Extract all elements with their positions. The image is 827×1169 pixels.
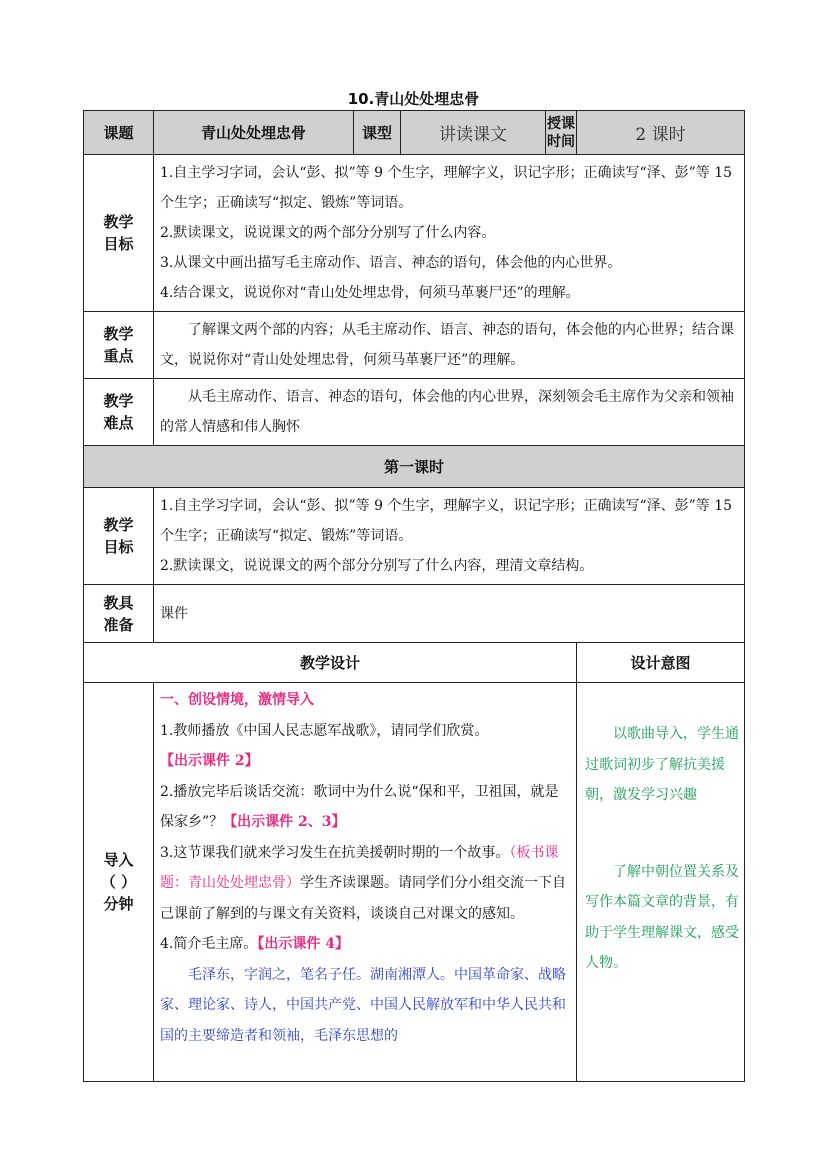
intro-label-line3: 分钟 xyxy=(103,895,134,913)
lesson1-goals-content xyxy=(154,488,745,585)
intro-label xyxy=(84,683,154,1082)
lesson1-goals-row xyxy=(84,488,745,585)
lesson1-goals-label-line1: 教学 xyxy=(103,516,134,534)
intro-step-4 xyxy=(160,929,572,960)
key-points-content xyxy=(154,312,745,379)
hours-label-line1: 授课 xyxy=(547,115,576,132)
intro-intent-1: 以歌曲导入，学生通过歌词初步了解抗美援朝，激发学习兴趣 xyxy=(585,726,740,803)
hours-value: 2 课时 xyxy=(577,111,745,155)
tools-label-line2: 准备 xyxy=(103,615,134,634)
lesson1-goals-label xyxy=(84,488,154,585)
goal-line-2: 2.默读课文，说说课文的两个部分分别写了什么内容。 xyxy=(160,225,496,241)
lesson1-goal-line-2: 2.默读课文，说说课文的两个部分分别写了什么内容，理清文章结构。 xyxy=(160,558,594,574)
intro-step-1-text: 1.教师播放《中国人民志愿军战歌》，请同学们欣赏。 xyxy=(160,722,489,739)
intro-design-content xyxy=(154,683,577,1082)
tools-value: 课件 xyxy=(160,605,188,622)
design-header: 教学设计 xyxy=(84,643,577,683)
difficulties-label-line1: 教学 xyxy=(103,392,134,410)
goals-label-line2: 目标 xyxy=(103,235,134,253)
goal-line-4: 4.结合课文，说说你对“青山处处埋忠骨，何须马革裹尸还”的理解。 xyxy=(160,285,580,301)
tools-content xyxy=(154,585,745,643)
intro-heading: 一、创设情境，激情导入 xyxy=(160,692,314,708)
topic-value: 青山处处埋忠骨 xyxy=(154,111,354,155)
design-header-row xyxy=(84,643,745,683)
tools-label-line1: 教具 xyxy=(103,593,134,612)
type-value: 讲读课文 xyxy=(401,111,546,155)
difficulties-content xyxy=(154,379,745,446)
goals-row xyxy=(84,155,745,312)
tools-row xyxy=(84,585,745,643)
difficulties-label-line2: 难点 xyxy=(103,414,134,432)
goals-content xyxy=(154,155,745,312)
difficulties-label xyxy=(84,379,154,446)
document-title: 10.青山处处埋忠骨 xyxy=(347,90,480,108)
goals-label xyxy=(84,155,154,312)
lesson1-title: 第一课时 xyxy=(84,446,745,488)
lesson1-title-row xyxy=(84,446,745,488)
intro-step-1-tag: 【出示课件 2】 xyxy=(160,753,259,769)
goal-line-1: 1.自主学习字词，会认“彭、拟”等 9 个生字，理解字义，识记字形；正确读写“泽、彭”等 15 个生字；正确读写“拟定、锻炼”等词语。 xyxy=(160,165,733,211)
intent-header: 设计意图 xyxy=(577,643,745,683)
intro-step-2-tag: 【出示课件 2、3】 xyxy=(223,814,346,830)
topic-label: 课题 xyxy=(84,111,154,155)
intro-step-4-text: 4.简介毛主席。 xyxy=(160,936,258,952)
intro-step-1 xyxy=(160,716,572,747)
intro-intent-content xyxy=(577,683,745,1082)
intro-bio: 毛泽东，字润之，笔名子任。湖南湘潭人。中国革命家、战略家、理论家、诗人，中国共产党、中国人民解放军和中华人民共和国的主要缔造者和领袖，毛泽东思想的 xyxy=(160,966,566,1044)
tools-label xyxy=(84,585,154,643)
intro-step-3-text-a: 3.这节课我们就来学习发生在抗美援朝时期的一个故事。 xyxy=(160,844,510,861)
header-row xyxy=(84,111,745,155)
difficulties-row xyxy=(84,379,745,446)
intro-label-line1: 导入 xyxy=(103,851,134,869)
key-points-label-line1: 教学 xyxy=(103,325,134,343)
hours-label-line2: 时间 xyxy=(547,133,576,150)
goals-label-line1: 教学 xyxy=(103,213,134,231)
hours-label xyxy=(546,111,577,155)
lesson-plan-table xyxy=(83,110,745,1082)
intro-row xyxy=(84,683,745,1082)
intro-step-4-tag: 【出示课件 4】 xyxy=(257,936,349,952)
intro-step-3 xyxy=(160,838,572,930)
intent-spacer xyxy=(585,811,740,857)
goal-line-3: 3.从课文中画出描写毛主席动作、语言、神态的语句，体会他的内心世界。 xyxy=(160,255,622,271)
intro-step-3-text-b: 学生齐读课题。请同学们分小组交流一下自己课前了解到的与课文有关资料，谈谈自己对课文的感知。 xyxy=(160,875,566,922)
lesson1-goals-label-line2: 目标 xyxy=(103,538,134,556)
key-points-label xyxy=(84,312,154,379)
intro-step-2-text: 2.播放完毕后谈话交流：歌词中为什么说“保和平，卫祖国，就是保家乡”？ xyxy=(160,783,559,830)
intro-step-2 xyxy=(160,777,572,838)
intro-label-line2: （ ） xyxy=(100,873,137,891)
intro-intent-2: 了解中朝位置关系及写作本篇文章的背景，有助于学生理解课文，感受人物。 xyxy=(585,863,740,971)
key-points-text: 了解课文两个部的内容；从毛主席动作、语言、神态的语句，体会他的内心世界；结合课文，说说你对“青山处处埋忠骨，何须马革裹尸还”的理解。 xyxy=(160,322,734,368)
lesson1-goal-line-1: 1.自主学习字词，会认“彭、拟”等 9 个生字，理解字义，识记字形；正确读写“泽、彭”等 15 个生字；正确读写“拟定、锻炼”等词语。 xyxy=(160,498,733,544)
key-points-row xyxy=(84,312,745,379)
intro-step-3-tag: （板书课题：青山处处埋忠骨） xyxy=(160,844,559,891)
key-points-label-line2: 重点 xyxy=(103,347,134,365)
type-label: 课型 xyxy=(354,111,401,155)
difficulties-text: 从毛主席动作、语言、神态的语句，体会他的内心世界，深刻领会毛主席作为父亲和领袖的常人情感和伟人胸怀 xyxy=(160,389,734,435)
